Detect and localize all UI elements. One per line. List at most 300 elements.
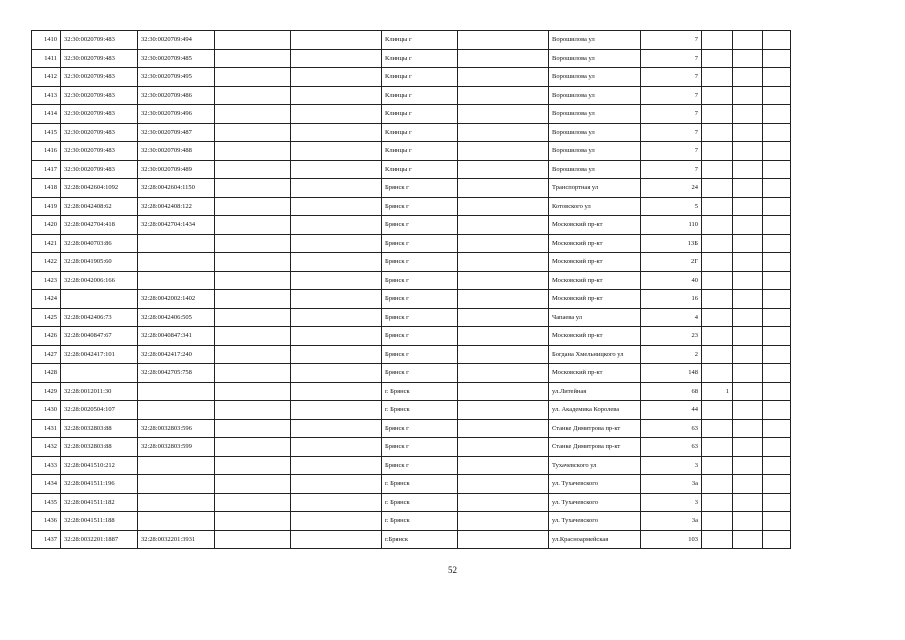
empty-cell xyxy=(215,253,291,272)
street-cell: Московский пр-кт xyxy=(549,364,641,383)
empty-cell xyxy=(733,31,763,50)
city-cell: г. Брянск xyxy=(382,493,458,512)
table-row xyxy=(32,179,791,198)
extra-cell xyxy=(702,419,733,438)
extra-cell: 1 xyxy=(702,382,733,401)
row-number-cell: 1413 xyxy=(32,86,61,105)
extra-cell xyxy=(702,438,733,457)
table-row xyxy=(32,49,791,68)
city-cell: Брянск г xyxy=(382,308,458,327)
empty-cell xyxy=(458,382,549,401)
empty-cell xyxy=(291,271,382,290)
empty-cell xyxy=(291,234,382,253)
empty-cell xyxy=(291,216,382,235)
empty-cell xyxy=(215,345,291,364)
street-cell: Московский пр-кт xyxy=(549,271,641,290)
empty-cell xyxy=(733,401,763,420)
city-cell: Клинцы г xyxy=(382,86,458,105)
row-number-cell: 1426 xyxy=(32,327,61,346)
table-row xyxy=(32,105,791,124)
table-body xyxy=(32,31,791,549)
table-row xyxy=(32,327,791,346)
extra-cell xyxy=(702,271,733,290)
empty-cell xyxy=(763,438,791,457)
empty-cell xyxy=(215,179,291,198)
empty-cell xyxy=(763,253,791,272)
table-row xyxy=(32,530,791,549)
house-number-cell: 7 xyxy=(641,86,702,105)
street-cell: Московский пр-кт xyxy=(549,327,641,346)
street-cell: Котовского ул xyxy=(549,197,641,216)
table-row xyxy=(32,401,791,420)
empty-cell xyxy=(215,31,291,50)
empty-cell xyxy=(215,105,291,124)
table-row xyxy=(32,86,791,105)
empty-cell xyxy=(733,68,763,87)
empty-cell xyxy=(291,123,382,142)
street-cell: ул. Академика Королева xyxy=(549,401,641,420)
empty-cell xyxy=(458,308,549,327)
empty-cell xyxy=(763,345,791,364)
city-cell: Брянск г xyxy=(382,197,458,216)
house-number-cell: 63 xyxy=(641,438,702,457)
street-cell: Ворошилова ул xyxy=(549,142,641,161)
empty-cell xyxy=(215,364,291,383)
house-number-cell: 16 xyxy=(641,290,702,309)
table-row xyxy=(32,253,791,272)
street-cell: Московский пр-кт xyxy=(549,290,641,309)
city-cell: Брянск г xyxy=(382,271,458,290)
house-number-cell: 5 xyxy=(641,197,702,216)
empty-cell xyxy=(763,216,791,235)
cadastral-number-2-cell xyxy=(138,253,215,272)
house-number-cell: 3 xyxy=(641,493,702,512)
cadastral-number-2-cell: 32:28:0042704:1434 xyxy=(138,216,215,235)
empty-cell xyxy=(458,419,549,438)
empty-cell xyxy=(215,456,291,475)
extra-cell xyxy=(702,493,733,512)
city-cell: Брянск г xyxy=(382,216,458,235)
empty-cell xyxy=(291,419,382,438)
empty-cell xyxy=(733,493,763,512)
table-row xyxy=(32,290,791,309)
empty-cell xyxy=(733,475,763,494)
empty-cell xyxy=(458,438,549,457)
empty-cell xyxy=(215,123,291,142)
extra-cell xyxy=(702,364,733,383)
empty-cell xyxy=(733,197,763,216)
city-cell: Брянск г xyxy=(382,345,458,364)
extra-cell xyxy=(702,475,733,494)
city-cell: г. Брянск xyxy=(382,475,458,494)
cadastral-number-cell: 32:28:0012011:30 xyxy=(61,382,138,401)
row-number-cell: 1430 xyxy=(32,401,61,420)
empty-cell xyxy=(733,290,763,309)
city-cell: Клинцы г xyxy=(382,142,458,161)
empty-cell xyxy=(763,160,791,179)
table-row xyxy=(32,197,791,216)
row-number-cell: 1433 xyxy=(32,456,61,475)
street-cell: Ворошилова ул xyxy=(549,49,641,68)
empty-cell xyxy=(733,216,763,235)
cadastral-number-cell: 32:28:0041511:196 xyxy=(61,475,138,494)
house-number-cell: 13Б xyxy=(641,234,702,253)
house-number-cell: 63 xyxy=(641,419,702,438)
street-cell: Тухачевского ул xyxy=(549,456,641,475)
house-number-cell: 23 xyxy=(641,327,702,346)
cadastral-number-cell: 32:28:0040847:67 xyxy=(61,327,138,346)
empty-cell xyxy=(763,271,791,290)
row-number-cell: 1427 xyxy=(32,345,61,364)
empty-cell xyxy=(458,49,549,68)
empty-cell xyxy=(458,345,549,364)
empty-cell xyxy=(763,530,791,549)
empty-cell xyxy=(763,512,791,531)
table-row xyxy=(32,438,791,457)
empty-cell xyxy=(763,401,791,420)
house-number-cell: 3 xyxy=(641,456,702,475)
row-number-cell: 1437 xyxy=(32,530,61,549)
row-number-cell: 1421 xyxy=(32,234,61,253)
row-number-cell: 1410 xyxy=(32,31,61,50)
cadastral-number-cell: 32:30:0020709:483 xyxy=(61,86,138,105)
cadastral-number-2-cell xyxy=(138,493,215,512)
row-number-cell: 1414 xyxy=(32,105,61,124)
empty-cell xyxy=(763,308,791,327)
street-cell: Ворошилова ул xyxy=(549,160,641,179)
cadastral-number-2-cell xyxy=(138,401,215,420)
street-cell: Ворошилова ул xyxy=(549,123,641,142)
cadastral-number-2-cell xyxy=(138,512,215,531)
empty-cell xyxy=(215,438,291,457)
cadastral-number-cell: 32:28:0032201:1887 xyxy=(61,530,138,549)
row-number-cell: 1419 xyxy=(32,197,61,216)
empty-cell xyxy=(733,438,763,457)
empty-cell xyxy=(458,512,549,531)
cadastral-number-cell xyxy=(61,290,138,309)
city-cell: Клинцы г xyxy=(382,68,458,87)
house-number-cell: 4 xyxy=(641,308,702,327)
empty-cell xyxy=(733,456,763,475)
table-row xyxy=(32,493,791,512)
empty-cell xyxy=(291,345,382,364)
city-cell: Клинцы г xyxy=(382,160,458,179)
street-cell: Ворошилова ул xyxy=(549,31,641,50)
empty-cell xyxy=(215,401,291,420)
empty-cell xyxy=(458,253,549,272)
empty-cell xyxy=(763,31,791,50)
empty-cell xyxy=(215,308,291,327)
empty-cell xyxy=(733,271,763,290)
street-cell: Транспортная ул xyxy=(549,179,641,198)
table-row xyxy=(32,123,791,142)
empty-cell xyxy=(733,530,763,549)
empty-cell xyxy=(733,419,763,438)
empty-cell xyxy=(215,234,291,253)
table-row xyxy=(32,271,791,290)
empty-cell xyxy=(458,327,549,346)
empty-cell xyxy=(291,197,382,216)
empty-cell xyxy=(458,493,549,512)
empty-cell xyxy=(215,197,291,216)
empty-cell xyxy=(291,493,382,512)
cadastral-number-2-cell: 32:28:0032803:596 xyxy=(138,419,215,438)
empty-cell xyxy=(215,68,291,87)
empty-cell xyxy=(763,142,791,161)
empty-cell xyxy=(733,105,763,124)
table-row xyxy=(32,382,791,401)
row-number-cell: 1428 xyxy=(32,364,61,383)
extra-cell xyxy=(702,49,733,68)
empty-cell xyxy=(733,512,763,531)
table-row xyxy=(32,512,791,531)
cadastral-number-cell: 32:28:0041510:212 xyxy=(61,456,138,475)
empty-cell xyxy=(733,364,763,383)
extra-cell xyxy=(702,142,733,161)
table-row xyxy=(32,475,791,494)
cadastral-number-2-cell: 32:28:0042705:758 xyxy=(138,364,215,383)
empty-cell xyxy=(733,160,763,179)
empty-cell xyxy=(215,327,291,346)
extra-cell xyxy=(702,327,733,346)
row-number-cell: 1425 xyxy=(32,308,61,327)
house-number-cell: 148 xyxy=(641,364,702,383)
house-number-cell: 2Г xyxy=(641,253,702,272)
extra-cell xyxy=(702,216,733,235)
extra-cell xyxy=(702,253,733,272)
row-number-cell: 1420 xyxy=(32,216,61,235)
empty-cell xyxy=(215,512,291,531)
empty-cell xyxy=(291,179,382,198)
row-number-cell: 1412 xyxy=(32,68,61,87)
empty-cell xyxy=(458,234,549,253)
cadastral-number-cell xyxy=(61,364,138,383)
empty-cell xyxy=(763,68,791,87)
empty-cell xyxy=(458,290,549,309)
cadastral-number-2-cell: 32:28:0042002:1402 xyxy=(138,290,215,309)
row-number-cell: 1432 xyxy=(32,438,61,457)
empty-cell xyxy=(215,216,291,235)
city-cell: Брянск г xyxy=(382,290,458,309)
empty-cell xyxy=(733,253,763,272)
row-number-cell: 1416 xyxy=(32,142,61,161)
extra-cell xyxy=(702,401,733,420)
city-cell: г. Брянск xyxy=(382,401,458,420)
empty-cell xyxy=(291,438,382,457)
page-number: 52 xyxy=(448,565,457,575)
empty-cell xyxy=(291,105,382,124)
city-cell: Брянск г xyxy=(382,253,458,272)
cadastral-number-cell: 32:30:0020709:483 xyxy=(61,31,138,50)
empty-cell xyxy=(763,123,791,142)
extra-cell xyxy=(702,512,733,531)
empty-cell xyxy=(458,68,549,87)
empty-cell xyxy=(733,49,763,68)
empty-cell xyxy=(215,493,291,512)
street-cell: Ворошилова ул xyxy=(549,86,641,105)
city-cell: Брянск г xyxy=(382,364,458,383)
empty-cell xyxy=(763,493,791,512)
extra-cell xyxy=(702,290,733,309)
cadastral-number-2-cell xyxy=(138,271,215,290)
cadastral-number-cell: 32:28:0032803:88 xyxy=(61,419,138,438)
city-cell: Клинцы г xyxy=(382,105,458,124)
empty-cell xyxy=(458,86,549,105)
street-cell: Московский пр-кт xyxy=(549,216,641,235)
empty-cell xyxy=(733,382,763,401)
empty-cell xyxy=(215,290,291,309)
empty-cell xyxy=(291,401,382,420)
cadastral-number-2-cell: 32:30:0020709:488 xyxy=(138,142,215,161)
empty-cell xyxy=(458,530,549,549)
cadastral-number-cell: 32:28:0042406:73 xyxy=(61,308,138,327)
extra-cell xyxy=(702,31,733,50)
city-cell: Брянск г xyxy=(382,327,458,346)
row-number-cell: 1431 xyxy=(32,419,61,438)
empty-cell xyxy=(291,456,382,475)
city-cell: Клинцы г xyxy=(382,49,458,68)
empty-cell xyxy=(291,512,382,531)
table-row xyxy=(32,68,791,87)
table-row xyxy=(32,456,791,475)
empty-cell xyxy=(215,419,291,438)
extra-cell xyxy=(702,456,733,475)
empty-cell xyxy=(763,234,791,253)
cadastral-number-2-cell: 32:28:0042408:122 xyxy=(138,197,215,216)
empty-cell xyxy=(733,345,763,364)
cadastral-number-cell: 32:30:0020709:483 xyxy=(61,68,138,87)
empty-cell xyxy=(458,197,549,216)
empty-cell xyxy=(763,475,791,494)
cadastral-number-2-cell: 32:28:0032201:3931 xyxy=(138,530,215,549)
empty-cell xyxy=(458,364,549,383)
extra-cell xyxy=(702,160,733,179)
empty-cell xyxy=(733,327,763,346)
empty-cell xyxy=(733,179,763,198)
house-number-cell: 24 xyxy=(641,179,702,198)
street-cell: ул. Тухачевского xyxy=(549,512,641,531)
cadastral-number-cell: 32:28:0042408:62 xyxy=(61,197,138,216)
empty-cell xyxy=(215,475,291,494)
empty-cell xyxy=(458,179,549,198)
house-number-cell: 3а xyxy=(641,475,702,494)
cadastral-number-cell: 32:28:0041511:188 xyxy=(61,512,138,531)
house-number-cell: 3а xyxy=(641,512,702,531)
empty-cell xyxy=(291,475,382,494)
empty-cell xyxy=(458,456,549,475)
house-number-cell: 68 xyxy=(641,382,702,401)
table-row xyxy=(32,31,791,50)
street-cell: Станке Димитрова пр-кт xyxy=(549,438,641,457)
table-row xyxy=(32,419,791,438)
empty-cell xyxy=(733,86,763,105)
cadastral-number-cell: 32:28:0020504:107 xyxy=(61,401,138,420)
cadastral-number-2-cell: 32:28:0042417:240 xyxy=(138,345,215,364)
empty-cell xyxy=(458,216,549,235)
empty-cell xyxy=(291,530,382,549)
empty-cell xyxy=(763,290,791,309)
empty-cell xyxy=(215,530,291,549)
registry-table xyxy=(31,30,791,549)
extra-cell xyxy=(702,308,733,327)
street-cell: Станке Димитрова пр-кт xyxy=(549,419,641,438)
empty-cell xyxy=(291,31,382,50)
table-row xyxy=(32,142,791,161)
empty-cell xyxy=(763,382,791,401)
extra-cell xyxy=(702,86,733,105)
row-number-cell: 1429 xyxy=(32,382,61,401)
empty-cell xyxy=(458,31,549,50)
city-cell: Брянск г xyxy=(382,234,458,253)
street-cell: Богдана Хмельницкого ул xyxy=(549,345,641,364)
row-number-cell: 1424 xyxy=(32,290,61,309)
house-number-cell: 44 xyxy=(641,401,702,420)
cadastral-number-2-cell: 32:30:0020709:495 xyxy=(138,68,215,87)
row-number-cell: 1422 xyxy=(32,253,61,272)
cadastral-number-cell: 32:30:0020709:483 xyxy=(61,142,138,161)
house-number-cell: 110 xyxy=(641,216,702,235)
empty-cell xyxy=(458,160,549,179)
cadastral-number-cell: 32:28:0042604:1092 xyxy=(61,179,138,198)
house-number-cell: 7 xyxy=(641,68,702,87)
street-cell: Чапаева ул xyxy=(549,308,641,327)
cadastral-number-2-cell xyxy=(138,475,215,494)
cadastral-number-cell: 32:28:0042704:418 xyxy=(61,216,138,235)
empty-cell xyxy=(215,160,291,179)
house-number-cell: 2 xyxy=(641,345,702,364)
empty-cell xyxy=(291,382,382,401)
empty-cell xyxy=(291,327,382,346)
empty-cell xyxy=(291,160,382,179)
empty-cell xyxy=(763,327,791,346)
cadastral-number-cell: 32:28:0032803:88 xyxy=(61,438,138,457)
empty-cell xyxy=(215,49,291,68)
cadastral-number-2-cell xyxy=(138,382,215,401)
table-row xyxy=(32,234,791,253)
table-row xyxy=(32,345,791,364)
cadastral-number-2-cell: 32:30:0020709:489 xyxy=(138,160,215,179)
cadastral-number-2-cell: 32:30:0020709:496 xyxy=(138,105,215,124)
row-number-cell: 1418 xyxy=(32,179,61,198)
street-cell: ул. Тухачевского xyxy=(549,493,641,512)
city-cell: г.Брянск xyxy=(382,530,458,549)
empty-cell xyxy=(458,123,549,142)
cadastral-number-cell: 32:30:0020709:483 xyxy=(61,160,138,179)
extra-cell xyxy=(702,197,733,216)
empty-cell xyxy=(291,142,382,161)
row-number-cell: 1435 xyxy=(32,493,61,512)
extra-cell xyxy=(702,123,733,142)
street-cell: ул.Красноармейская xyxy=(549,530,641,549)
cadastral-number-2-cell: 32:30:0020709:494 xyxy=(138,31,215,50)
city-cell: Клинцы г xyxy=(382,31,458,50)
row-number-cell: 1436 xyxy=(32,512,61,531)
street-cell: Ворошилова ул xyxy=(549,105,641,124)
street-cell: Московский пр-кт xyxy=(549,253,641,272)
cadastral-number-2-cell: 32:28:0040847:341 xyxy=(138,327,215,346)
empty-cell xyxy=(291,290,382,309)
empty-cell xyxy=(763,49,791,68)
house-number-cell: 7 xyxy=(641,49,702,68)
empty-cell xyxy=(458,105,549,124)
empty-cell xyxy=(458,475,549,494)
house-number-cell: 7 xyxy=(641,105,702,124)
empty-cell xyxy=(215,86,291,105)
empty-cell xyxy=(763,419,791,438)
city-cell: г. Брянск xyxy=(382,512,458,531)
house-number-cell: 7 xyxy=(641,123,702,142)
empty-cell xyxy=(733,142,763,161)
